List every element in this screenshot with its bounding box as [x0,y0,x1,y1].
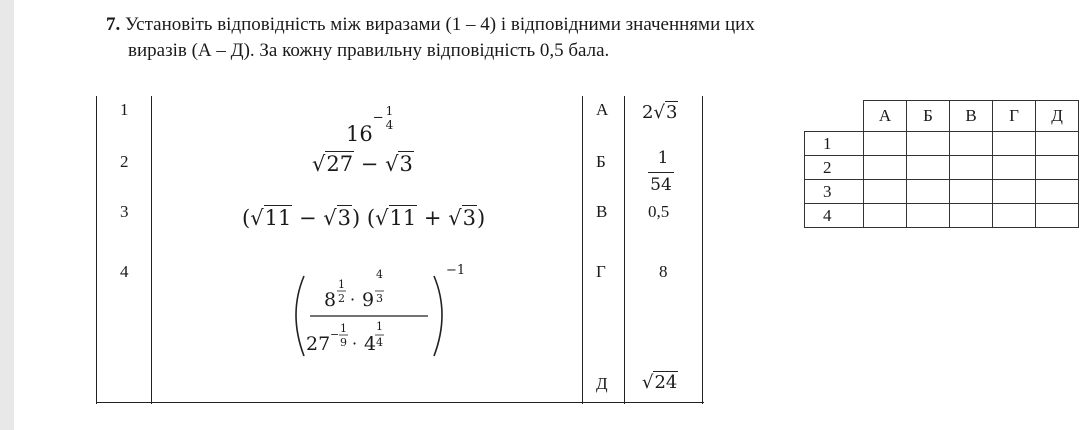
grid-answer-cell[interactable] [864,180,907,204]
grid-row-header: 3 [805,180,864,204]
svg-text:1: 1 [340,322,347,335]
page [14,0,1080,430]
grid-answer-cell[interactable] [993,132,1036,156]
answer-value-e: √24 [642,372,678,393]
grid-row-header: 4 [805,204,864,228]
grid-answer-cell[interactable] [1036,204,1079,228]
answer-letter: Д [596,374,608,393]
grid-col-header: Д [1036,101,1079,132]
grid-answer-cell[interactable] [1036,156,1079,180]
svg-text:·: · [350,290,356,309]
grid-corner [805,101,864,132]
expression-3: (√11 − √3) (√11 + √3) [242,206,486,230]
grid-answer-cell[interactable] [1036,180,1079,204]
expr-number: 4 [120,262,129,281]
grid-answer-cell[interactable] [950,156,993,180]
grid-col-header: В [950,101,993,132]
grid-answer-cell[interactable] [993,156,1036,180]
svg-text:1: 1 [376,320,383,333]
answer-value-a: 2√3 [642,102,678,123]
expression-4 [286,258,506,368]
svg-text:9: 9 [362,289,375,311]
answer-letter: Б [596,152,606,171]
grid-answer-cell[interactable] [864,156,907,180]
grid-row-header: 2 [805,156,864,180]
grid-answer-cell[interactable] [907,156,950,180]
expr-number: 1 [120,100,129,119]
answer-value-c: 0,5 [648,202,670,221]
table-divider [582,96,583,404]
grid-col-header: Г [993,101,1036,132]
expression-1: 16− 1 4 [346,103,394,146]
svg-text:·: · [352,334,358,353]
grid-answer-cell[interactable] [864,132,907,156]
expression-2: √27 − √3 [312,152,413,176]
table-border-left [96,96,97,404]
table-border-right [702,96,703,404]
grid-header-row [805,101,1079,132]
grid-answer-cell[interactable] [950,180,993,204]
answer-letter: А [596,100,609,119]
table-border-bottom [96,402,704,403]
question-number: 7. [106,14,121,35]
grid-col-header: Б [907,101,950,132]
matching-table [96,96,704,404]
grid-row [805,132,1079,156]
svg-text:−: − [330,328,340,341]
expression-4-graphic [286,258,506,370]
expr-number: 2 [120,152,129,171]
table-divider [624,96,625,404]
grid-row [805,204,1079,228]
question-text [106,12,1046,64]
answer-letter: Г [596,262,606,281]
grid-answer-cell[interactable] [907,132,950,156]
grid-col-header: А [864,101,907,132]
svg-text:27: 27 [306,333,331,355]
answer-value-b: 1 54 [652,148,674,195]
svg-text:2: 2 [338,292,345,305]
grid-answer-cell[interactable] [950,132,993,156]
grid-row-header: 1 [805,132,864,156]
svg-text:1: 1 [338,278,345,291]
question-line-1: Установіть відповідність між виразами (1 – 4) і відповідними значеннями цих [125,14,755,35]
svg-text:4: 4 [376,336,383,349]
svg-text:8: 8 [324,289,337,311]
svg-text:9: 9 [340,336,347,349]
grid-answer-cell[interactable] [907,204,950,228]
answer-grid [804,100,1079,228]
table-divider [151,96,152,404]
grid-answer-cell[interactable] [993,180,1036,204]
answer-letter: В [596,202,608,221]
grid-answer-cell[interactable] [950,204,993,228]
grid-answer-cell[interactable] [864,204,907,228]
svg-text:−1: −1 [446,263,466,278]
answer-value-d: 8 [659,262,668,281]
grid-row [805,180,1079,204]
grid-answer-cell[interactable] [907,180,950,204]
grid-row [805,156,1079,180]
svg-text:3: 3 [376,292,383,305]
question-line-2: виразів (А – Д). За кожну правильну відповідність 0,5 бала. [128,40,610,61]
expr-number: 3 [120,202,129,221]
grid-answer-cell[interactable] [1036,132,1079,156]
grid-answer-cell[interactable] [993,204,1036,228]
svg-text:4: 4 [364,333,377,355]
svg-text:4: 4 [376,268,383,281]
